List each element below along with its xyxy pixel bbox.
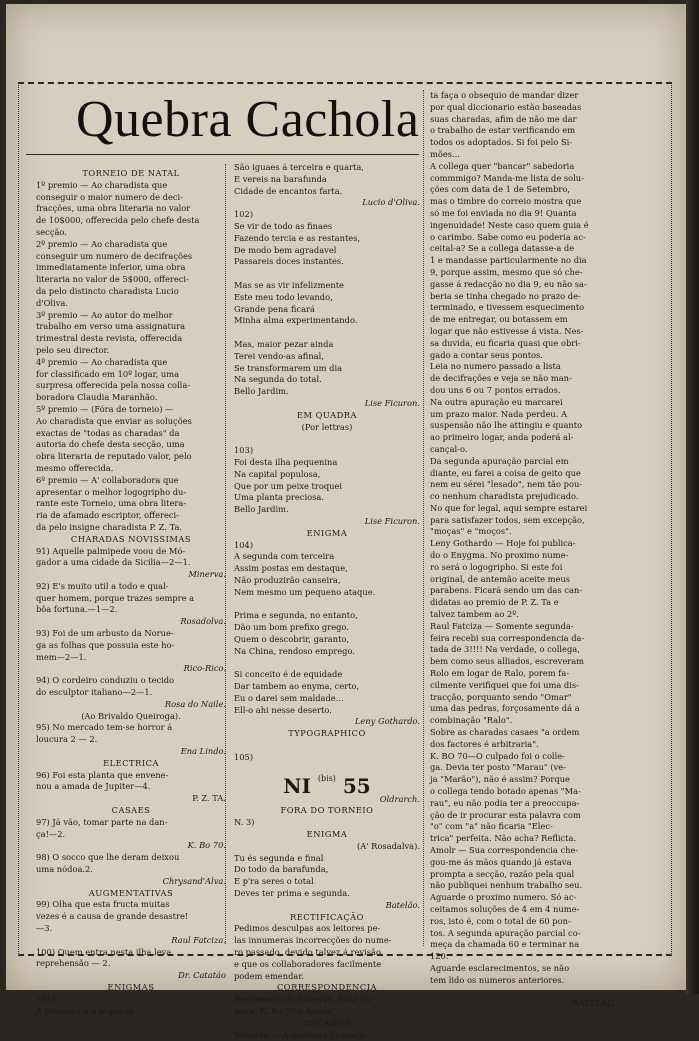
text-line: Cidade de encantos farta. — [234, 185, 343, 196]
text-line: didatas ao premio de P. Z. Ta e — [430, 597, 559, 608]
text-line: tem lido os numeros anteriores. — [430, 974, 565, 985]
text-line: tos. A segunda apuração parcial co- — [430, 927, 581, 938]
text-line: Sobre as charadas casaes "a ordem — [430, 727, 580, 738]
text-line: Uma planta preciosa. — [234, 492, 324, 503]
text-line: (Ao Brivaldo Queiroga). — [81, 710, 181, 721]
text-line: meça da chamada 60 e terminar na — [430, 939, 580, 950]
text-line: Leny Gothardo — Hoje foi publica- — [430, 538, 576, 549]
text-line: Nem mesmo um pequeno ataque. — [234, 586, 376, 597]
text-line: gou-me ás mãos quando já estava — [430, 856, 572, 867]
text-line: bôa fortuna.—1—2. — [36, 604, 118, 615]
text-line: original, de antemão aceite meus — [430, 573, 571, 584]
text-line: NI $^{(bis)}$ 55 — [283, 773, 371, 798]
text-line: 91) Aquelle palmipede voou de Mó- — [36, 545, 186, 556]
text-line: Ell-o ahi nesse deserto. — [234, 704, 332, 715]
text-line: co nenhum charadista prejudicado. — [430, 491, 579, 502]
text-line: 102) — [234, 209, 254, 220]
text-line: ro será o logogripho. Si este foi — [430, 561, 563, 572]
text-line: pelo seu director. — [36, 344, 110, 355]
text-line: tracção, porquanto sendo "Omar" — [430, 691, 572, 702]
text-line: Amolr — Sua correspondencia che- — [430, 845, 579, 855]
text-line: Recebemos de Minerva, Raul Fa- — [234, 994, 373, 1005]
text-line: Minerva — A distincta charadis- — [234, 1029, 370, 1040]
text-line: para satisfazer todos, sem excepção, — [430, 514, 585, 525]
text-line: rante este Torneio, uma obra litera- — [36, 498, 187, 509]
text-line: Bello Jardim. — [234, 386, 289, 397]
text-line: Bello Jardim. — [234, 504, 289, 515]
text-line: Lise Ficuron. — [364, 397, 420, 408]
text-line: diante, eu farei a coisa de geito que — [430, 467, 581, 478]
text-line: o carimbo. Sabe como eu poderia ac- — [430, 231, 586, 242]
text-line: mesmo offerecida. — [36, 462, 114, 473]
text-line: Si conceito é de equidade — [234, 669, 343, 680]
text-line: Dar tambem ao enyma, certo, — [234, 681, 360, 692]
text-line: ria de afamado escriptor, offereci- — [36, 510, 179, 521]
text-line: Leny Gothardo. — [354, 716, 420, 727]
text-line: Prima e segunda, no entanto, — [234, 610, 358, 621]
text-line: Leia no numero passado a lista — [430, 361, 561, 372]
column-right — [430, 90, 616, 1009]
text-line: 97) Já vão, tomar parte na dan- — [36, 816, 168, 827]
text-line: 101) — [36, 993, 56, 1004]
text-line: trabalho em verso uma assignatura — [36, 321, 186, 332]
text-line: suspensão não lhe attingiu e quanto — [430, 420, 583, 431]
text-line: tada de 3!!!! Na verdade, o collega, — [430, 644, 580, 655]
text-line: las innumeras incorrecções do nume- — [234, 935, 392, 946]
text-line: ceital-a? Se a collega datasse-a de — [430, 243, 575, 254]
text-line: TORNEIO DE NATAL — [82, 168, 180, 178]
text-line: RECADOS — [303, 1017, 351, 1028]
text-line: K. BO 70—O culpado foi o colle- — [430, 750, 565, 761]
text-line: FORA DO TORNEIO — [280, 805, 374, 816]
text-line: 1º premio — Ao charadista que — [36, 179, 168, 190]
text-line: Não produzirão canseira, — [234, 574, 341, 585]
text-line: Rosa do Naile. — [164, 698, 226, 709]
text-line: quer homem, porque trazes sempre a — [36, 592, 195, 603]
text-line: 105) — [234, 751, 254, 762]
text-line: 6º premio — A' collaboradora que — [36, 474, 179, 485]
text-line: vezes é a causa de grande desastre! — [36, 911, 189, 922]
text-line: CHARADAS NOVISSIMAS — [70, 533, 192, 544]
text-line: BATELÃO. — [572, 998, 616, 1009]
text-line: um prazo maior. Nada perdeu. A — [430, 408, 567, 419]
text-line: suas charadas, afim de não me dar — [430, 113, 577, 124]
text-line: Na capital populosa, — [234, 468, 321, 479]
text-line: Dão um bom prefixo grego. — [234, 622, 349, 633]
text-line: De modo bem agradavel — [234, 244, 337, 255]
text-line: ao primeiro logar, anda poderá al- — [430, 432, 574, 443]
text-line: 1 e mandasse particularmente no dia — [430, 255, 587, 266]
text-line: K. Bo 70. — [187, 840, 226, 851]
text-line: Ao charadista que enviar as soluções — [36, 415, 192, 426]
text-line: AUGMENTATIVAS — [88, 887, 174, 898]
text-line: mem—2—1. — [36, 651, 87, 662]
text-line: Fazendo tercia e as restantes, — [234, 232, 361, 243]
text-line — [234, 433, 420, 445]
text-line: surpresa offerecida pela nossa colla- — [36, 380, 191, 391]
text-line: de decifrações e veja se não man- — [430, 373, 572, 384]
text-line: 92) E's muito util a todo e qual- — [36, 580, 169, 591]
text-line: secção. — [36, 226, 67, 237]
text-line: podem emendar. — [234, 970, 305, 981]
text-line: 93) Foi de um arbusto da Norue- — [36, 628, 174, 639]
text-line: Da segunda apuração parcial em — [430, 455, 569, 466]
text-line: "o" com "a" não ficaria "Elec- — [430, 821, 553, 832]
text-line: (A' Rosadalva). — [356, 840, 420, 851]
text-line: de me entregar, ou botassem em — [430, 314, 568, 325]
text-line: No que for legal, aqui sempre estarei — [430, 502, 588, 513]
text-line: rau", eu não podia ter a preoccupa- — [430, 797, 580, 808]
text-line: P. Z. TA. — [192, 793, 226, 804]
text-line: e que os collaboradores facilmente — [234, 958, 382, 969]
text-line: de 10$000, offerecida pelo chefe desta — [36, 215, 200, 226]
text-line: 5º premio — (Fóra de torneio) — — [36, 403, 174, 414]
page-edge-shadow — [686, 0, 699, 994]
text-line: ELECTRICA — [103, 757, 159, 768]
text-line: 98) O socco que lhe deram deixou — [36, 852, 180, 863]
text-line: logar que não estivesse á vista. Nes- — [430, 325, 584, 336]
text-line: sa duvida, eu ficaria quasi que obri- — [430, 337, 581, 348]
text-line: ENIGMA — [306, 829, 348, 840]
text-line: o collega tendo botado apenas "Ma- — [430, 786, 581, 797]
text-line: Na China, rendoso emprego. — [234, 645, 355, 656]
text-line: CORRESPONDENCIA — [276, 982, 378, 993]
text-line: exactas de "todas as charadas" da — [36, 427, 180, 438]
text-line: São iguaes á terceira e quarta, — [234, 162, 364, 172]
text-line: dou uns 6 ou 7 pontos errados. — [430, 384, 561, 395]
text-line: gasse á redacção no dia 9, eu não sa- — [430, 278, 587, 289]
text-line: (Por lettras) — [301, 421, 353, 432]
text-line: Que por um peixe troquei — [234, 480, 343, 491]
text-line: ro passado, devido talvez á revisão, — [234, 947, 384, 957]
text-line: Quem o descobrir, garanto, — [234, 633, 350, 644]
text-line: autoria do chefe desta secção, uma — [36, 439, 185, 450]
text-line: mas o timbre do correio mostra que — [430, 196, 582, 207]
text-line: boradora Claudia Maranhão. — [36, 392, 158, 403]
text-line: obra literaria de reputado valor, pelo — [36, 451, 192, 462]
text-line: Rico-Rico. — [183, 663, 226, 674]
section-title: Quebra Cachola — [76, 91, 420, 148]
text-line: ga. Devia ter posto "Marau" (ve- — [430, 762, 567, 773]
text-line: Chrysand'Alva. — [162, 875, 226, 886]
text-line: N. 3) — [234, 817, 255, 828]
text-line — [234, 327, 420, 339]
text-line: uma nódoa.2. — [36, 864, 93, 875]
text-line: 95) No mercado tem-se horror á — [36, 722, 173, 733]
text-line — [234, 598, 420, 610]
text-line: Na segunda do total. — [234, 374, 322, 385]
text-line: gado a contar seus pontos. — [430, 349, 543, 360]
text-line: fracções, uma obra literaria no valor — [36, 203, 191, 214]
text-line: Oldrarch. — [379, 793, 420, 804]
text-line: conseguir o maior numero de deci- — [36, 191, 184, 202]
text-line: o trabalho de estar verificando em — [430, 125, 576, 136]
text-line: 94) O cordeiro conduziu o tecido — [36, 675, 175, 686]
text-line: commmigo? Manda-me lista de solu- — [430, 172, 584, 183]
text-line: talvez tambem ao 2º. — [430, 609, 519, 620]
text-line: gador a uma cidade da Sicilia—2—1. — [36, 557, 191, 568]
text-line: Aguarde esclarecimentos, se não — [430, 962, 570, 973]
text-line: ceitamos soluções de 4 em 4 nume- — [430, 903, 580, 914]
text-line: Assim postas em destaque, — [234, 563, 348, 574]
text-line: Foi desta ilha pequenina — [234, 456, 338, 467]
text-line: Grande pena ficará — [234, 303, 315, 314]
text-line: literaria no valor de 5$000, offereci- — [36, 274, 189, 285]
text-line: for classificado em 10º logar, uma — [36, 368, 180, 379]
text-line: ingenuidade! Neste caso quem guia é — [430, 219, 589, 230]
text-line: só me foi enviada no dia 9! Quanta — [430, 207, 577, 218]
text-line — [234, 657, 420, 669]
text-line: Minha alma experimentando. — [234, 315, 358, 326]
text-line: da pelo insigne charadista P. Z. Ta. — [36, 521, 183, 532]
text-line: Minerva. — [188, 569, 226, 580]
text-line: beria se tinha chegado no prazo de- — [430, 290, 581, 301]
text-line: Lucio d'Oliva. — [362, 197, 420, 208]
text-line: mões... — [430, 148, 460, 159]
text-line: trica" perfeita. Não acha? Reflicta. — [430, 833, 577, 844]
text-line: bem como seus alliados, escreveram — [430, 656, 585, 667]
text-line: combinação "Ralo". — [430, 715, 513, 726]
text-line: 3º premio — Ao autor do melhor — [36, 309, 173, 320]
text-line: d'Oliva. — [36, 297, 68, 308]
text-line: E p'ra seres o total — [234, 876, 314, 887]
text-line: Terei vendo-as afinal, — [234, 350, 324, 361]
column-divider — [423, 90, 424, 946]
text-line: da pelo distincto charadista Lucio — [36, 285, 179, 296]
text-line: teixa, K. Bo 70 e Amolr. — [234, 1005, 333, 1016]
text-line: TYPOGRAPHICO — [288, 728, 366, 739]
text-line: todos os adoptados. Si foi pelo Si- — [430, 137, 573, 148]
text-line: 120. — [430, 951, 449, 962]
text-line: immediatamente inferior, uma obra — [36, 262, 186, 273]
column-middle — [234, 162, 420, 1040]
text-line: parabens. Ficará sendo um das can- — [430, 585, 583, 596]
text-line: Raul Fatciza. — [171, 934, 226, 945]
text-line: Na outra apuração eu marcarei — [430, 396, 563, 407]
text-line: Passareis doces instantes. — [234, 256, 344, 267]
text-line: Lise Ficuron. — [364, 515, 420, 526]
text-line: conseguir um numero de decifrações — [36, 250, 193, 261]
text-line: Eu o darei sem maldade... — [234, 692, 344, 703]
text-line: Raul Fatciza — Somente segunda- — [430, 620, 574, 631]
text-line: Mas, maior pezar ainda — [234, 338, 334, 349]
text-line: reprehensão — 2. — [36, 958, 111, 969]
text-line: cançal-o. — [430, 443, 468, 454]
text-line: não publiquei nenhum trabalho seu. — [430, 880, 583, 891]
text-line: uma das pedras, forçosamente dá a — [430, 703, 580, 714]
text-line: Ena Lindo. — [180, 746, 226, 757]
text-line: prompta a secção, razão pela qual — [430, 868, 575, 879]
text-line: Dr. Catatáo — [178, 970, 226, 981]
text-line: E vereis na barafunda — [234, 173, 327, 184]
text-line: apresentar o melhor logogripho du- — [36, 486, 187, 497]
text-line: 2º premio — Ao charadista que — [36, 238, 168, 249]
text-line: A collega quer "bancar" sabedoria — [430, 160, 575, 171]
text-line: 9, porque assim, mesmo que só che- — [430, 266, 583, 277]
text-line: nou a amada de Jupiter—4. — [36, 781, 151, 792]
text-line: ção de ir procurar esta palavra com — [430, 809, 581, 820]
text-line — [234, 740, 420, 752]
text-line: —3. — [36, 923, 53, 933]
magazine-page — [6, 4, 686, 1040]
text-line: ENIGMA — [306, 527, 348, 538]
text-line: terminado, e tivessem esquecimento — [430, 302, 585, 313]
text-line: Aguarde o proximo numero. Só ac- — [430, 892, 577, 903]
text-line: Rolo em logar de Ralo, porem fa- — [430, 668, 570, 679]
text-line: 103) — [234, 445, 254, 456]
text-line: ça!—2. — [36, 828, 66, 839]
text-line: ja "Marão"), não é assim? Porque — [430, 774, 570, 785]
text-line: Do todo da barafunda, — [234, 864, 329, 875]
text-line: do o Enygma. No proximo nume- — [430, 550, 569, 561]
text-line: ções com data de 1 de Setembro, — [430, 184, 571, 195]
text-line: ta faça o obsequio de mandar dizer — [430, 90, 579, 100]
text-line: Se vir de todo as finaes — [234, 220, 333, 231]
text-line: nem eu sérei "lesado", nem tão pou- — [430, 479, 583, 490]
text-line: Se transformarem um dia — [234, 362, 343, 373]
text-line: 4º premio — Ao charadista que — [36, 356, 168, 367]
text-line: loucura 2 — 2. — [36, 734, 98, 745]
text-line: do esculptor italiano—2—1. — [36, 687, 153, 698]
text-line: Pedimos desculpas aos leitores pe- — [234, 923, 381, 934]
text-line: ENIGMAS — [107, 981, 155, 992]
text-line: ros, isto é, com o total de 60 pon- — [430, 915, 571, 926]
text-line: trimestral desta revista, offerecida — [36, 333, 183, 344]
text-line: feira recebi sua correspondencia da- — [430, 632, 585, 643]
column-left — [36, 168, 226, 1016]
text-line: 104) — [234, 539, 254, 550]
text-line: 99) Olha que esta fructa muitas — [36, 899, 170, 910]
text-line: A segunda com terceira — [234, 551, 335, 562]
text-line: RECTIFICAÇÃO — [290, 911, 364, 922]
text-line: 96) Foi esta planta que envene- — [36, 769, 169, 780]
text-line: dos factores é arbitraria". — [430, 738, 539, 749]
text-line: A primeira e a segunda — [36, 1005, 135, 1016]
text-line: Deves ter prima e segunda. — [234, 888, 350, 899]
text-line: por qual diccionario estão baseadas — [430, 101, 582, 112]
text-line: Batelão. — [385, 899, 420, 910]
text-line: Rosadolva. — [180, 616, 226, 627]
text-line: Este meu todo levando, — [234, 291, 333, 302]
text-line: Tu és segunda e final — [234, 852, 324, 863]
text-line: Mas se as vir infelizmente — [234, 279, 344, 290]
text-line: 100) Quem entra nesta ilha leva — [36, 946, 172, 957]
title-divider — [26, 154, 419, 155]
text-line — [430, 987, 616, 999]
text-line: CASAES — [111, 805, 151, 816]
text-line: cilmente verifiquei que foi uma dis- — [430, 679, 579, 690]
text-line: ga as folhas que possuia este ho- — [36, 639, 175, 650]
text-line: EM QUADRA — [296, 409, 358, 420]
text-line: "moças" e "moços". — [430, 526, 512, 537]
text-line — [234, 268, 420, 280]
